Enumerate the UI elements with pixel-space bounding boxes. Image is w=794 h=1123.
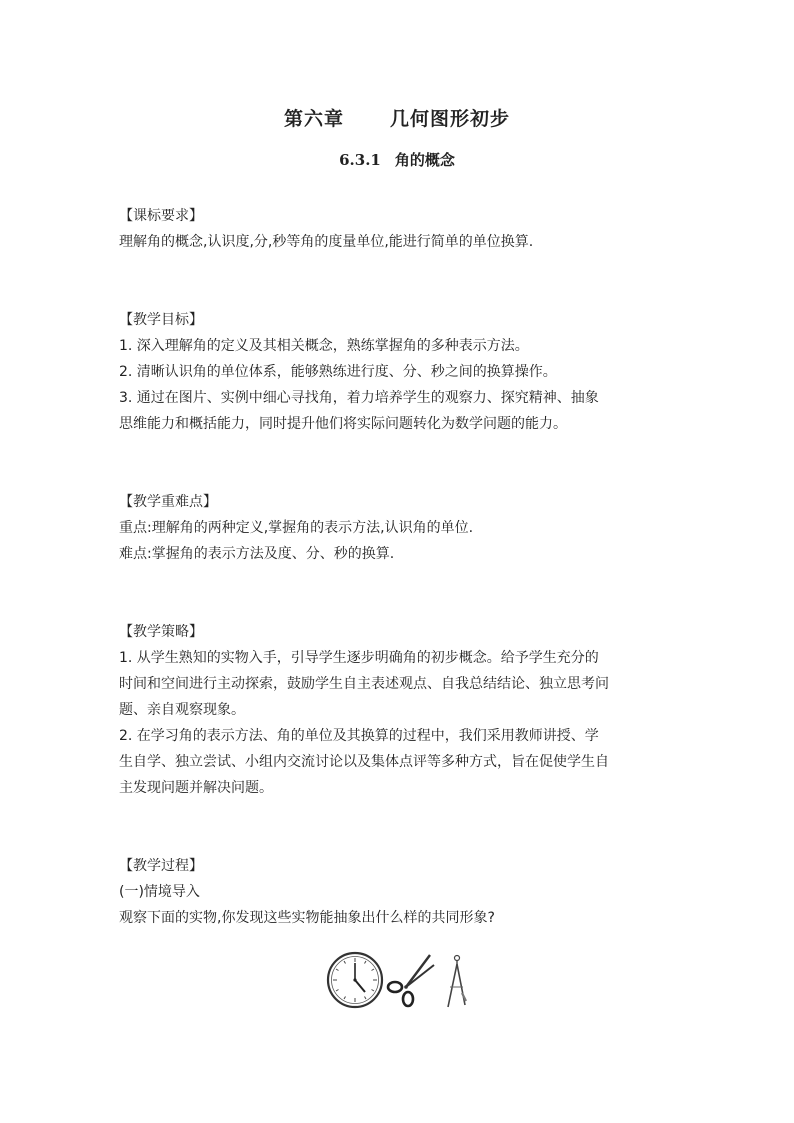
- goals-line: 思维能力和概括能力，同时提升他们将实际问题转化为数学问题的能力。: [119, 416, 567, 432]
- strategy-line: 生自学、独立尝试、小组内交流讨论以及集体点评等多种方式，旨在促使学生自: [119, 754, 609, 770]
- goals-heading: 【教学目标】: [119, 312, 203, 328]
- goals-line: 3. 通过在图片、实例中细心寻找角，着力培养学生的观察力、探究精神、抽象: [119, 390, 599, 406]
- strategy-line: 时间和空间进行主动探索，鼓励学生自主表述观点、自我总结结论、独立思考问: [119, 676, 609, 692]
- strategy-line: 1. 从学生熟知的实物入手，引导学生逐步明确角的初步概念。给予学生充分的: [119, 650, 599, 666]
- chapter-title: [0, 104, 794, 131]
- curriculum-line: 理解角的概念,认识度,分,秒等角的度量单位,能进行简单的单位换算.: [119, 234, 534, 250]
- chapter-number: 第六章: [283, 108, 344, 130]
- scissors-icon: [388, 955, 434, 1006]
- section-title: [0, 149, 794, 170]
- section-name: 角的概念: [394, 151, 455, 169]
- keypoints-line: 重点:理解角的两种定义,掌握角的表示方法,认识角的单位.: [119, 520, 474, 536]
- strategy-line: 主发现问题并解决问题。: [119, 780, 273, 796]
- strategy-line: 题、亲自观察现象。: [119, 702, 245, 718]
- process-line: (一)情境导入: [119, 884, 200, 900]
- objects-figure: [326, 949, 476, 1011]
- curriculum-heading: 【课标要求】: [119, 208, 203, 224]
- clock-icon: [328, 953, 382, 1007]
- strategy-heading: 【教学策略】: [119, 624, 203, 640]
- goals-line: 1. 深入理解角的定义及其相关概念，熟练掌握角的多种表示方法。: [119, 338, 529, 354]
- section-number: 6.3.1: [339, 151, 381, 169]
- process-line: 观察下面的实物,你发现这些实物能抽象出什么样的共同形象?: [119, 910, 495, 926]
- goals-line: 2. 清晰认识角的单位体系，能够熟练进行度、分、秒之间的换算操作。: [119, 364, 557, 380]
- chapter-name: 几何图形初步: [390, 108, 511, 130]
- process-heading: 【教学过程】: [119, 858, 203, 874]
- keypoints-heading: 【教学重难点】: [119, 494, 217, 510]
- compass-icon: [448, 956, 466, 1008]
- strategy-line: 2. 在学习角的表示方法、角的单位及其换算的过程中，我们采用教师讲授、学: [119, 728, 599, 744]
- keypoints-line: 难点:掌握角的表示方法及度、分、秒的换算.: [119, 546, 395, 562]
- lesson-content: [119, 203, 679, 931]
